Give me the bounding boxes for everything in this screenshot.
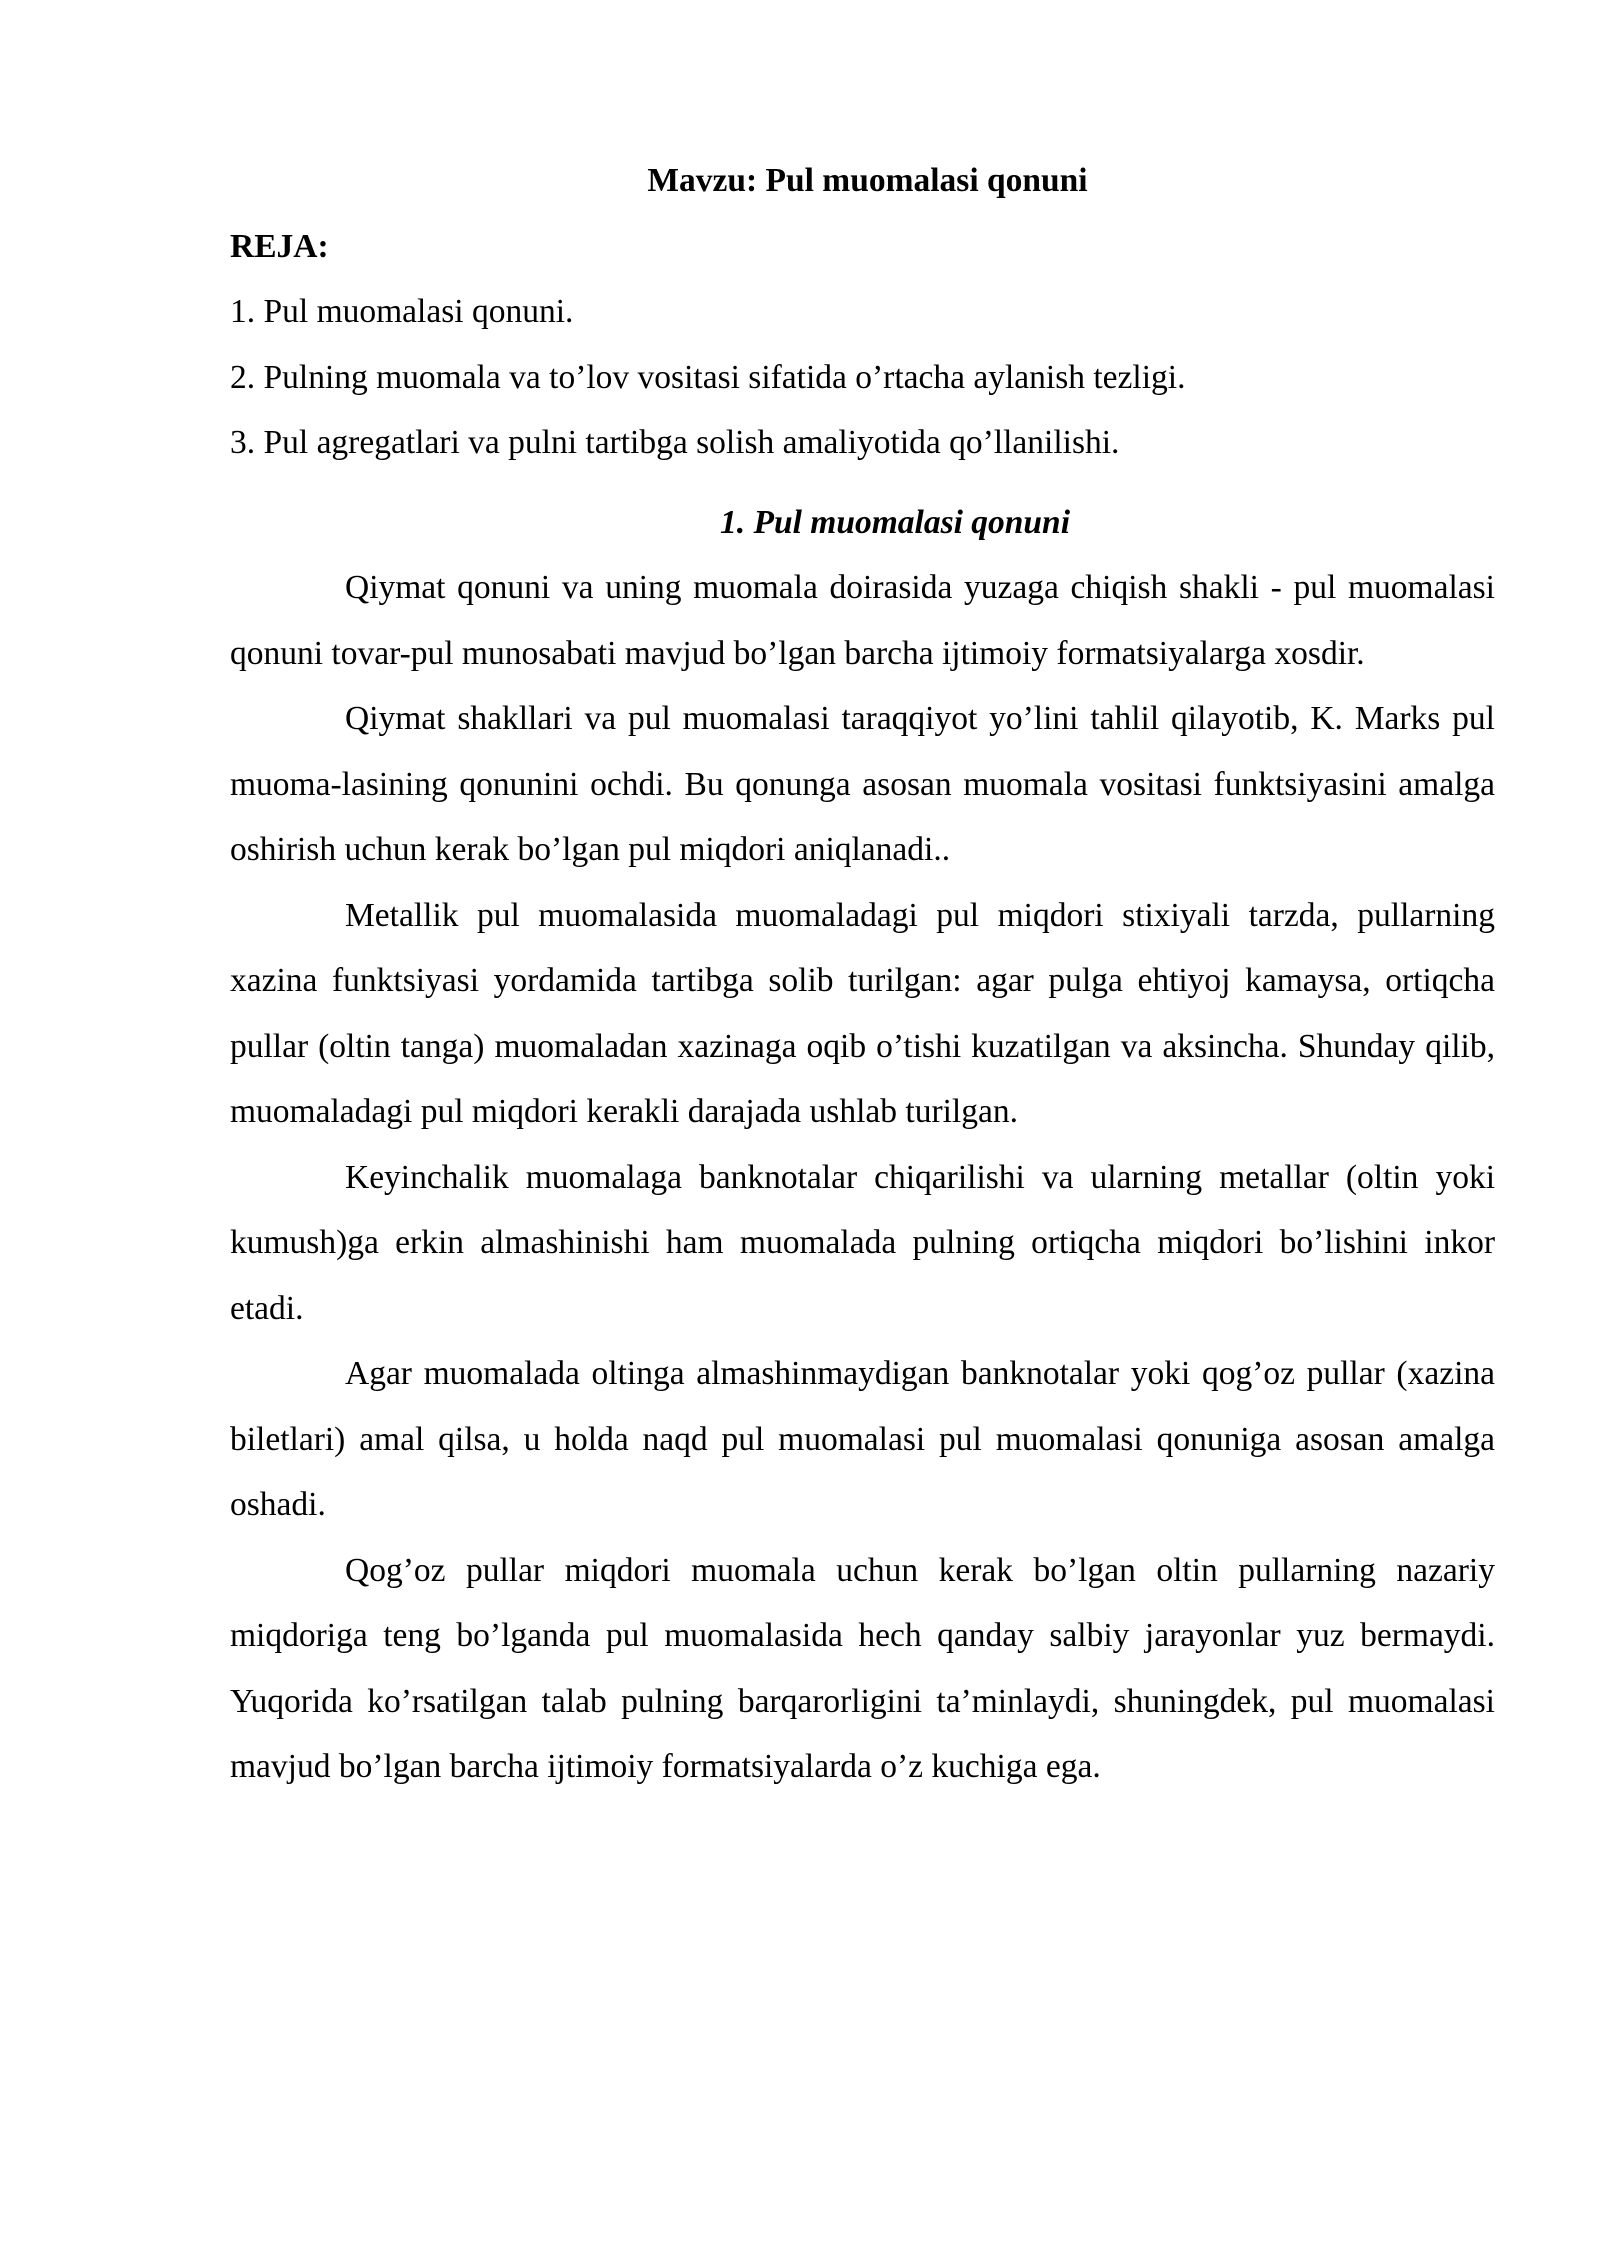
plan-item-3: 3. Pul agregatlari va pulni tartibga solish amaliyotida qo’llanilishi. (230, 424, 1120, 461)
paragraph-3: Metallik pul muomalasida muomaladagi pul miqdori stixiyali tarzda, pullarning xazina funktsiyasi yordamida tartibga solib turilgan: agar pulga ehtiyoj kamaysa, ortiqcha pullar (oltin tanga) muomaladan xazinaga oqib o’tishi kuzatilgan va aksincha. Shunday qilib, muomaladagi pul miqdori kerakli darajada ushlab turilgan. (230, 896, 1495, 1130)
plan-item-2: 2. Pulning muomala va to’lov vositasi sifatida o’rtacha aylanish tezligi. (230, 358, 1186, 396)
paragraph-5: Agar muomalada oltinga almashinmaydigan banknotalar yoki qog’oz pullar (xazina biletlari) amal qilsa, u holda naqd pul muomalasi pul muomalasi qonuniga asosan amalga oshadi. (230, 1355, 1495, 1523)
plan-item-1: 1. Pul muomalasi qonuni. (230, 293, 574, 330)
section-title: 1. Pul muomalasi qonuni (720, 503, 1070, 541)
paragraph-1: Qiymat qonuni va uning muomala doirasida yuzaga chiqish shakli - pul muomalasi qonuni tovar-pul munosabati mavjud bo’lgan barcha ijtimoiy formatsiyalarga xosdir. (230, 569, 1495, 672)
document-title: Mavzu: Pul muomalasi qonuni (647, 162, 1088, 199)
paragraph-6: Qog’oz pullar miqdori muomala uchun kerak bo’lgan oltin pullarning nazariy miqdoriga teng bo’lganda pul muomalasida hech qanday salbiy jarayonlar yuz bermaydi. Yuqorida ko’rsatilgan talab pulning barqarorligini ta’minlaydi, shuningdek, pul muomalasi mavjud bo’lgan barcha ijtimoiy formatsiyalarda o’z kuchiga ega. (230, 1551, 1495, 1785)
plan-heading: REJA: (230, 227, 329, 265)
paragraph-4: Keyinchalik muomalaga banknotalar chiqarilishi va ularning metallar (oltin yoki kumush)ga erkin almashinishi ham muomalada pulning ortiqcha miqdori bo’lishini inkor etadi. (230, 1158, 1495, 1327)
paragraph-2: Qiymat shakllari va pul muomalasi taraqqiyot yo’lini tahlil qilayotib, K. Marks pul muoma-lasining qonunini ochdi. Bu qonunga asosan muomala vositasi funktsiyasini amalga oshirish uchun kerak bo’lgan pul miqdori aniqlanadi.. (230, 700, 1495, 868)
document-page (230, 148, 1495, 1800)
